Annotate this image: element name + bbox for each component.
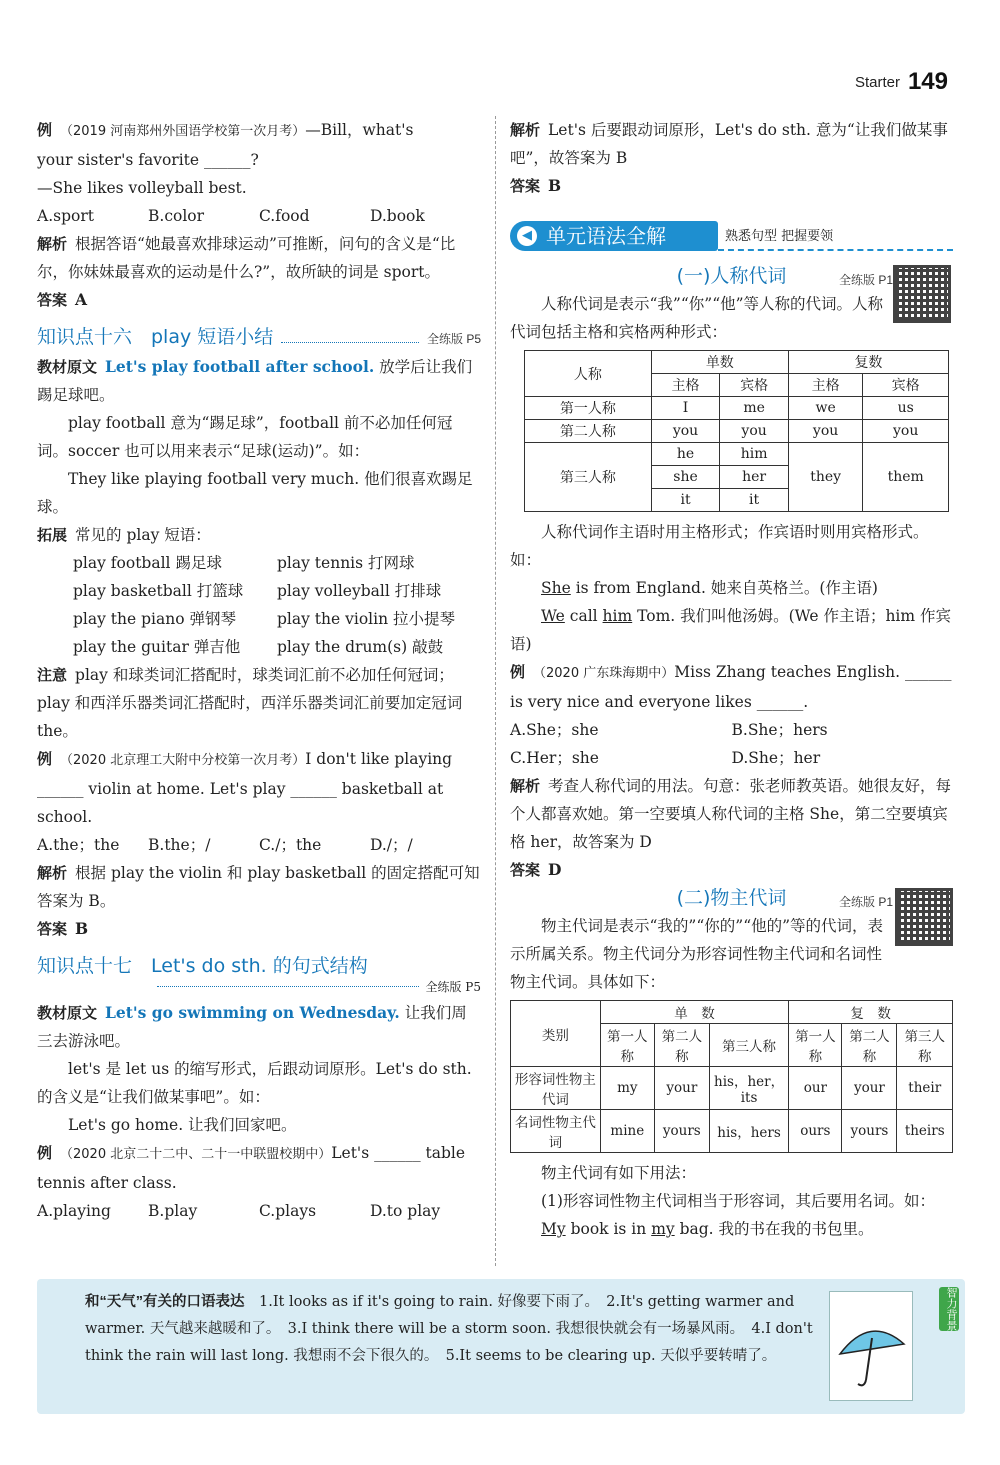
table-cell: theirs <box>897 1110 953 1153</box>
s1-paragraph-1: 人称代词是表示“我”“你”“他”等人称的代词。人称代词包括主格和宾格两种形式： <box>510 295 884 341</box>
example-label: 例 <box>510 663 526 681</box>
possessive-pronoun-table <box>510 1000 953 1153</box>
table-header: 第二人称 <box>654 1024 709 1067</box>
table-row <box>525 420 949 443</box>
answer-label: 答案 <box>510 861 541 879</box>
s2-paragraph-1: 物主代词是表示“我的”“你的”“他的”等的代词，表示所属关系。物主代词分为形容词性物主代词和名词性物主代词。具体如下： <box>510 917 884 991</box>
table-cell: our <box>789 1067 842 1110</box>
example-label: 例 <box>37 121 53 139</box>
table-cell: us <box>863 397 949 420</box>
megaphone-icon: ◀ <box>517 226 537 246</box>
phrase-item: play the drum(s) 敲鼓 <box>277 638 444 656</box>
kp16-title: 知识点十六 play 短语小结 <box>37 326 274 348</box>
extension-intro: 常见的 play 短语： <box>75 526 211 544</box>
table-row <box>511 1110 953 1153</box>
phrase-item: play basketball 打篮球 <box>73 582 244 600</box>
personal-pronouns <box>510 262 957 884</box>
weather-expressions <box>85 1289 821 1370</box>
option-c: C./；the <box>259 836 322 854</box>
table-header: 单 数 <box>600 1001 788 1024</box>
table-cell: 第二人称 <box>525 420 652 443</box>
analysis-label: 解析 <box>510 121 541 139</box>
answer-value: B <box>548 176 562 195</box>
answer-label: 答案 <box>37 920 68 938</box>
kp17-ref: 全练版 P5 <box>425 980 481 994</box>
table-cell: 名词性物主代词 <box>511 1110 601 1153</box>
options <box>37 1197 481 1225</box>
table-cell: you <box>863 420 949 443</box>
option-c: C.plays <box>259 1202 317 1220</box>
answer-label: 答案 <box>510 177 541 195</box>
example-source: （2020 北京理工大附中分校第一次月考） <box>60 753 306 768</box>
example-source: （2019 河南郑州外国语学校第一次月考） <box>60 124 306 139</box>
table-cell: they <box>788 443 862 512</box>
table-header: 主格 <box>788 374 862 397</box>
table-cell: you <box>720 420 789 443</box>
table-header: 第一人称 <box>789 1024 842 1067</box>
analysis-label: 解析 <box>37 864 68 882</box>
table-cell: she <box>651 466 720 489</box>
table-row <box>525 397 949 420</box>
table-cell: you <box>651 420 720 443</box>
option-a: A.She；she <box>510 721 599 739</box>
left-column <box>37 116 481 1225</box>
knowledge-point-16 <box>37 322 481 943</box>
table-header: 宾格 <box>720 374 789 397</box>
example-label: 例 <box>37 1144 53 1162</box>
table-row <box>511 1067 953 1110</box>
s1-paragraph-2: 人称代词作主语时用主格形式；作宾语时则用宾格形式。如： <box>510 523 929 569</box>
example-source: （2020 广东珠海期中） <box>533 666 675 681</box>
table-cell: we <box>788 397 862 420</box>
question-line-2: your sister's favorite ______? <box>37 151 259 169</box>
phrase-item: play the piano 弹钢琴 <box>73 610 236 628</box>
kp17-paragraph-2: Let's go home. 让我们回家吧。 <box>68 1116 297 1134</box>
page-number: 149 <box>907 68 948 95</box>
table-cell: her <box>720 466 789 489</box>
example-question: Let's ______ table tennis after class. <box>37 1144 470 1192</box>
phrase-item: play football 踢足球 <box>73 554 222 572</box>
phrase-item: play the guitar 弹吉他 <box>73 638 241 656</box>
original-text-cn: 让我们周三去游泳吧。 <box>37 1004 467 1050</box>
table-header: 人称 <box>525 351 652 397</box>
option-c: C.Her；she <box>510 749 599 767</box>
option-a: A.playing <box>37 1202 111 1220</box>
analysis-text: 考查人称代词的用法。句意：张老师教英语。她很友好，每个人都喜欢她。第一空要填人称代词的主格 She，第二空要填宾格 her，故答案为 D <box>510 777 952 851</box>
s1-example-1: She is from England. 她来自英格兰。(作主语) <box>541 579 878 597</box>
example-question: Miss Zhang teaches English. ______ is very nice and everyone likes ______. <box>510 663 957 711</box>
phrase-item: play volleyball 打排球 <box>277 582 442 600</box>
answer-value: A <box>75 290 88 309</box>
box-text: 1.It looks as if it's going to rain. 好像要下雨了。 2.It's getting warmer and warmer. 天气越来越暖和了。 3.I think there will be a storm soon. 我想很快就会有一场暴风雨。 4.I don't think the rain will last long. 我想雨不会下很久的。 5.It seems to be clearing up. 天似乎要转晴了。 <box>85 1294 813 1364</box>
table-cell: ours <box>789 1110 842 1153</box>
option-b: B.She；hers <box>731 721 828 739</box>
table-cell: it <box>720 489 789 512</box>
weather-expressions-box <box>37 1279 965 1414</box>
table-header: 第三人称 <box>897 1024 953 1067</box>
analysis-label: 解析 <box>37 235 68 253</box>
s1-example-2: We call him Tom. 我们叫他汤姆。(We 作主语；him 作宾语) <box>510 607 952 653</box>
option-d: D.She；her <box>731 749 821 767</box>
s1-title: (一)人称代词 <box>676 265 787 287</box>
example-source: （2020 北京二十二中、二十一中联盟校期中） <box>60 1147 332 1162</box>
question-line-3: —She likes volleyball best. <box>37 179 247 197</box>
table-cell: he <box>651 443 720 466</box>
example-question: I don't like playing ______ violin at home. Let's play ______ basketball at school. <box>37 750 458 826</box>
table-cell: his，her，its <box>709 1067 788 1110</box>
table-header: 第三人称 <box>709 1024 788 1067</box>
options <box>37 831 481 859</box>
note-text: play 和球类词汇搭配时，球类词汇前不必加任何冠词；play 和西洋乐器类词汇搭配时，西洋乐器类词汇前要加定冠词 the。 <box>37 666 468 740</box>
banner-subtitle: 熟悉句型 把握要领 <box>725 229 834 244</box>
options <box>510 716 953 772</box>
option-d: D./；/ <box>370 836 413 854</box>
s2-paragraph-3: (1)形容词性物主代词相当于形容词，其后要用名词。如： <box>541 1192 935 1210</box>
option-d: D.to play <box>370 1202 441 1220</box>
umbrella-icon <box>830 1292 914 1402</box>
table-cell: 形容词性物主代词 <box>511 1067 601 1110</box>
table-cell: it <box>651 489 720 512</box>
table-cell: my <box>600 1067 654 1110</box>
kp16-ref: 全练版 P5 <box>426 332 481 346</box>
example-1 <box>37 116 481 314</box>
phrase-item: play tennis 打网球 <box>277 554 415 572</box>
note-label: 注意 <box>37 666 68 684</box>
kp16-paragraph-2: They like playing football very much. 他们很喜欢踢足球。 <box>37 470 473 516</box>
option-a: A.the；the <box>37 836 120 854</box>
phrase-list <box>37 549 481 661</box>
analysis-text: 根据 play the violin 和 play basketball 的固定搭配可知答案为 B。 <box>37 864 480 910</box>
analysis-text: 根据答语“她最喜欢排球运动”可推断，问句的含义是“比尔，你妹妹最喜欢的运动是什么?”，故所缺的词是 sport。 <box>37 235 456 281</box>
table-header: 复 数 <box>789 1001 953 1024</box>
extension-label: 拓展 <box>37 526 68 544</box>
table-header: 复数 <box>788 351 948 374</box>
knowledge-point-17 <box>37 951 481 1225</box>
table-cell: his，hers <box>709 1110 788 1153</box>
table-cell: their <box>897 1067 953 1110</box>
analysis-text: Let's 后要跟动词原形，Let's do sth. 意为“让我们做某事吧”，故答案为 B <box>510 121 948 167</box>
banner-title: 单元语法全解 <box>546 224 666 248</box>
table-header: 类别 <box>511 1001 601 1067</box>
s2-ref: 全练版 P1 <box>838 895 893 909</box>
table-cell: your <box>654 1067 709 1110</box>
table-row <box>525 443 949 466</box>
kp16-paragraph-1: play football 意为“踢足球”，football 前不必加任何冠词。soccer 也可以用来表示“足球(运动)”。如： <box>37 414 453 460</box>
possessive-pronouns <box>510 884 953 1243</box>
table-cell: you <box>788 420 862 443</box>
answer-label: 答案 <box>37 291 68 309</box>
original-text-cn: 放学后让我们踢足球吧。 <box>37 358 473 404</box>
option-a: A.sport <box>37 207 94 225</box>
example-label: 例 <box>37 750 53 768</box>
answer-value: D <box>548 860 562 879</box>
table-cell: yours <box>654 1110 709 1153</box>
original-text-label: 教材原文 <box>37 1004 98 1022</box>
table-cell: yours <box>842 1110 897 1153</box>
column-divider <box>495 116 496 1266</box>
option-c: C.food <box>259 207 310 225</box>
question-line-1: —Bill，what's <box>305 121 414 139</box>
option-b: B.the；/ <box>148 836 211 854</box>
umbrella-illustration <box>829 1291 913 1401</box>
personal-pronoun-table <box>524 350 949 512</box>
s2-example-1: My book is in my bag. 我的书在我的书包里。 <box>541 1220 874 1238</box>
right-column <box>510 116 953 200</box>
option-b: B.play <box>148 1202 198 1220</box>
table-header: 第二人称 <box>842 1024 897 1067</box>
box-title: 和“天气”有关的口语表达 <box>85 1294 245 1310</box>
table-cell: mine <box>600 1110 654 1153</box>
original-text-en: Let's play football after school. <box>105 357 375 376</box>
s1-ref: 全练版 P1 <box>838 273 893 287</box>
kp17-title: 知识点十七 Let's do sth. 的句式结构 <box>37 955 368 977</box>
table-cell: your <box>842 1067 897 1110</box>
answer-value: B <box>75 919 89 938</box>
page-header <box>855 68 948 96</box>
original-text-en: Let's go swimming on Wednesday. <box>105 1003 400 1022</box>
s2-title: (二)物主代词 <box>676 887 787 909</box>
table-cell: 第三人称 <box>525 443 652 512</box>
option-d: D.book <box>370 207 425 225</box>
table-header: 宾格 <box>863 374 949 397</box>
options <box>37 202 481 230</box>
table-header: 主格 <box>651 374 720 397</box>
s2-paragraph-2: 物主代词有如下用法： <box>541 1164 697 1182</box>
grammar-section <box>510 262 957 1243</box>
section-name: Starter <box>854 73 900 91</box>
table-cell: me <box>720 397 789 420</box>
table-header: 单数 <box>651 351 788 374</box>
tag-label: 智力背景 <box>939 1287 959 1331</box>
table-cell: I <box>651 397 720 420</box>
phrase-item: play the violin 拉小提琴 <box>277 610 455 628</box>
analysis-label: 解析 <box>510 777 541 795</box>
table-header: 第一人称 <box>600 1024 654 1067</box>
table-cell: him <box>720 443 789 466</box>
original-text-label: 教材原文 <box>37 358 98 376</box>
unit-grammar-banner <box>510 221 953 251</box>
table-cell: them <box>863 443 949 512</box>
kp17-paragraph-1: let's 是 let us 的缩写形式，后跟动词原形。Let's do sth. 的含义是“让我们做某事吧”。如： <box>37 1060 477 1106</box>
table-cell: 第一人称 <box>525 397 652 420</box>
option-b: B.color <box>148 207 205 225</box>
